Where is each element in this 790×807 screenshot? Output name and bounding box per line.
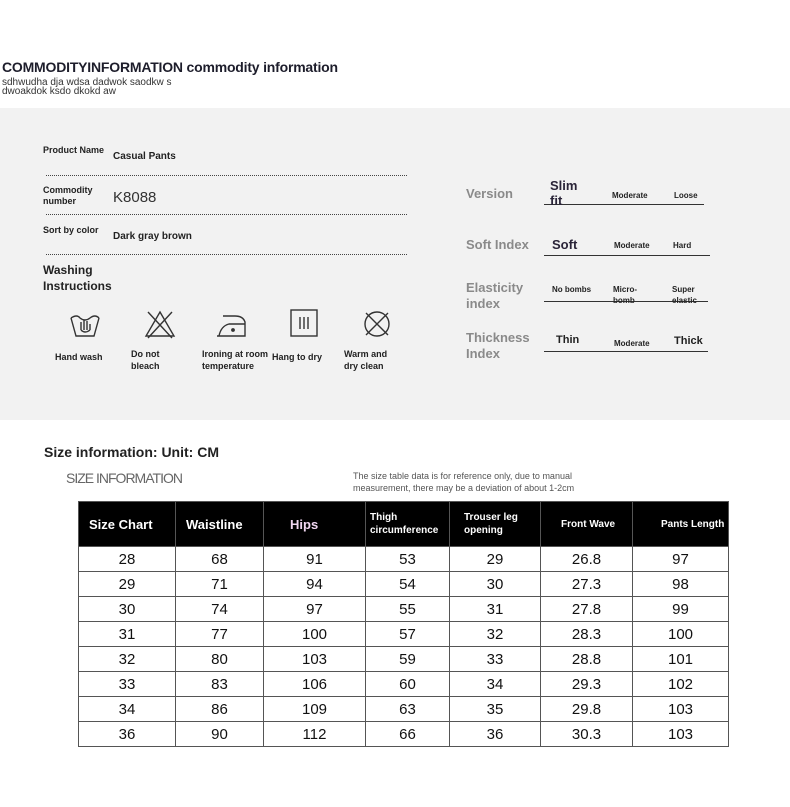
cell-size: 28 [79, 547, 176, 572]
table-row [79, 722, 729, 747]
table-row [79, 547, 729, 572]
size-info-note [353, 470, 653, 494]
color-value: Dark gray brown [113, 231, 192, 242]
cell-front-wave: 27.3 [541, 572, 633, 597]
product-name-label: Product Name [43, 145, 105, 155]
cell-thigh: 66 [366, 722, 450, 747]
note-line-2: measurement, there may be a deviation of about 1-2cm [353, 483, 575, 493]
care-dry-clean [344, 308, 427, 371]
cell-hips: 112 [264, 722, 366, 747]
table-row [79, 647, 729, 672]
care-label: Hand wash [55, 352, 103, 362]
product-name-row [43, 145, 407, 185]
cell-leg-opening: 30 [450, 572, 541, 597]
cell-pants-length: 103 [633, 722, 729, 747]
cell-front-wave: 30.3 [541, 722, 633, 747]
cell-hips: 100 [264, 622, 366, 647]
cell-size: 33 [79, 672, 176, 697]
product-name-value: Casual Pants [113, 151, 176, 162]
care-label: Do not bleach [131, 349, 160, 371]
table-row [79, 672, 729, 697]
subtitle-line-2: dwoakdok ksdo dkokd aw [2, 86, 116, 97]
elasticity-option-super-elastic: Super elastic [672, 285, 697, 305]
soft-index-scale-line [544, 255, 710, 256]
cell-leg-opening: 33 [450, 647, 541, 672]
cell-thigh: 53 [366, 547, 450, 572]
cell-waistline: 90 [176, 722, 264, 747]
iron-icon [213, 308, 279, 340]
washing-instructions-title: Washing Instructions [43, 263, 112, 293]
size-table [78, 501, 729, 747]
col-trouser-leg-opening: Trouser leg opening [450, 502, 541, 547]
divider [46, 254, 407, 255]
soft-index-label: Soft Index [466, 237, 529, 252]
cell-front-wave: 28.8 [541, 647, 633, 672]
cell-size: 34 [79, 697, 176, 722]
size-info-subtitle: SIZE INFORMATION [66, 470, 182, 486]
color-label: Sort by color [43, 225, 99, 235]
cell-hips: 94 [264, 572, 366, 597]
size-info-title: Size information: Unit: CM [44, 444, 219, 460]
subtitle-line-1: sdhwudha dja wdsa dadwok saodkw s [2, 77, 172, 88]
care-label: Hang to dry [272, 352, 323, 362]
cell-waistline: 77 [176, 622, 264, 647]
cell-pants-length: 100 [633, 622, 729, 647]
elasticity-option-micro-bomb: Micro-bomb [613, 285, 637, 305]
color-row [43, 225, 407, 265]
cell-size: 29 [79, 572, 176, 597]
care-hand-wash [55, 308, 134, 362]
cell-thigh: 59 [366, 647, 450, 672]
elasticity-option-no-bombs: No bombs [552, 285, 592, 294]
version-label: Version [466, 186, 513, 201]
cell-hips: 91 [264, 547, 366, 572]
cell-size: 31 [79, 622, 176, 647]
cell-thigh: 60 [366, 672, 450, 697]
soft-index-option-soft: Soft [552, 237, 578, 252]
dry-clean-icon [361, 308, 427, 340]
soft-index-option-moderate: Moderate [614, 241, 650, 250]
cell-hips: 109 [264, 697, 366, 722]
cell-hips: 97 [264, 597, 366, 622]
cell-pants-length: 102 [633, 672, 729, 697]
cell-leg-opening: 34 [450, 672, 541, 697]
size-table-header [79, 502, 729, 547]
divider [46, 214, 407, 215]
thickness-option-thin: Thin [556, 334, 580, 346]
cell-thigh: 55 [366, 597, 450, 622]
col-front-wave: Front Wave [541, 502, 633, 547]
cell-pants-length: 98 [633, 572, 729, 597]
commodity-number-value: K8088 [113, 189, 157, 206]
thickness-scale-line [544, 351, 708, 352]
cell-waistline: 68 [176, 547, 264, 572]
commodity-number-row [43, 185, 407, 225]
table-row [79, 597, 729, 622]
cell-size: 30 [79, 597, 176, 622]
divider [46, 175, 407, 176]
thickness-option-moderate: Moderate [614, 339, 650, 348]
care-label: Warm and dry clean [344, 349, 388, 371]
cell-leg-opening: 32 [450, 622, 541, 647]
cell-hips: 106 [264, 672, 366, 697]
col-waistline: Waistline [176, 502, 264, 547]
commodity-number-label: Commodity number [43, 185, 93, 206]
col-thigh-circumference: Thigh circumference [366, 502, 450, 547]
table-row [79, 622, 729, 647]
thickness-option-thick: Thick [674, 335, 703, 347]
cell-size: 36 [79, 722, 176, 747]
cell-hips: 103 [264, 647, 366, 672]
cell-size: 32 [79, 647, 176, 672]
do-not-bleach-icon [144, 308, 210, 340]
cell-pants-length: 99 [633, 597, 729, 622]
col-size-chart: Size Chart [79, 502, 176, 547]
version-option-loose: Loose [674, 191, 698, 200]
cell-waistline: 80 [176, 647, 264, 672]
cell-waistline: 71 [176, 572, 264, 597]
col-hips: Hips [264, 502, 366, 547]
care-iron [202, 308, 279, 371]
table-row [79, 572, 729, 597]
hang-dry-icon [289, 308, 355, 338]
soft-index-option-hard: Hard [673, 241, 692, 250]
cell-waistline: 86 [176, 697, 264, 722]
hand-wash-icon [68, 308, 134, 340]
version-option-moderate: Moderate [612, 191, 648, 200]
cell-front-wave: 29.8 [541, 697, 633, 722]
cell-thigh: 54 [366, 572, 450, 597]
cell-front-wave: 28.3 [541, 622, 633, 647]
page-subtitle [2, 78, 222, 96]
thickness-label: Thickness Index [466, 330, 530, 361]
page-title: COMMODITYINFORMATION commodity information [2, 59, 338, 75]
care-label: Ironing at room temperature [202, 349, 268, 371]
cell-leg-opening: 35 [450, 697, 541, 722]
cell-thigh: 63 [366, 697, 450, 722]
care-no-bleach [131, 308, 210, 371]
note-line-1: The size table data is for reference only, due to manual [353, 471, 572, 481]
size-table-body [79, 547, 729, 747]
elasticity-label: Elasticity index [466, 280, 524, 311]
cell-thigh: 57 [366, 622, 450, 647]
cell-front-wave: 26.8 [541, 547, 633, 572]
cell-front-wave: 29.3 [541, 672, 633, 697]
version-option-slim-fit: Slim fit [550, 178, 578, 208]
care-hang-dry [272, 308, 355, 362]
cell-leg-opening: 36 [450, 722, 541, 747]
cell-leg-opening: 29 [450, 547, 541, 572]
cell-pants-length: 103 [633, 697, 729, 722]
cell-pants-length: 97 [633, 547, 729, 572]
cell-front-wave: 27.8 [541, 597, 633, 622]
table-row [79, 697, 729, 722]
cell-waistline: 74 [176, 597, 264, 622]
col-pants-length: Pants Length [633, 502, 729, 547]
cell-leg-opening: 31 [450, 597, 541, 622]
cell-pants-length: 101 [633, 647, 729, 672]
cell-waistline: 83 [176, 672, 264, 697]
